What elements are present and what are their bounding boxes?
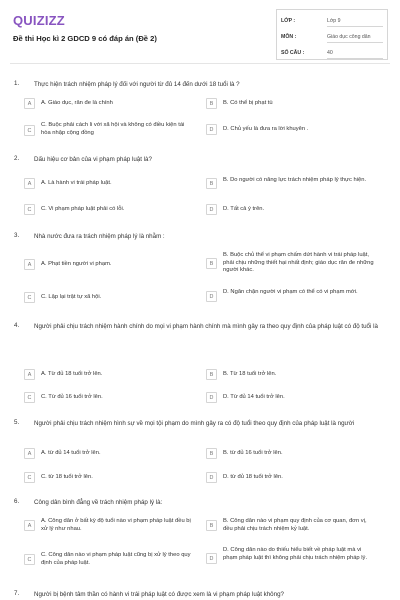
option-text: A. từ đủ 14 tuổi trở lên. [41,450,101,456]
option-text: A. Công dân ở bất kỳ độ tuổi nào vi phạm pháp luật đều bị xử lý như nhau. [41,518,191,532]
option-letter: D [206,392,217,403]
option-letter: B [206,369,217,380]
option-letter: C [24,392,35,403]
option-text: C. Công dân nào vi phạm pháp luật cũng bị xử lý theo quy định của pháp luật. [41,552,191,566]
question-text: Nhà nước đưa ra trách nhiệm pháp lý là nhằm : [34,233,165,240]
option-letter: A [24,178,35,189]
option-letter: C [24,292,35,303]
option-text: B. Buộc chủ thể vi phạm chấm dứt hành vi trái pháp luật, phải chịu những thiết hại nhất định; giáo dục răn đe những người khác. [223,252,374,274]
question-text: Người phải chịu trách nhiệm hành chính do mọi vi phạm hành chính mà mình gây ra theo quy định của pháp luật có độ tuổi là [34,323,378,330]
meta-value: Lớp 9 [327,18,383,27]
question-text: Dấu hiệu cơ bản của vi phạm pháp luật là? [34,156,152,163]
option-letter: C [24,554,35,565]
worksheet-title: Đề thi Học kì 2 GDCD 9 có đáp án (Đề 2) [13,34,157,43]
option-letter: D [206,124,217,135]
question-text: Người phải chịu trách nhiệm hình sự về mọi tội phạm do mình gây ra có độ tuổi theo quy định của pháp luật là người [34,420,355,427]
option-text: C. Buộc phải cách li với xã hội và không có điều kiện tái hòa nhập cộng đồng [41,122,185,136]
option-text: C. Từ đủ 16 tuổi trở lên. [41,394,103,400]
meta-row-count [277,44,389,61]
option-letter: D [206,204,217,215]
option-text: B. Từ 18 tuổi trở lên. [223,371,277,377]
option-letter: A [24,98,35,109]
option-letter: B [206,448,217,459]
option-text: D. Chủ yếu là đưa ra lời khuyên . [223,126,309,132]
question-number: 5. [14,419,20,426]
option-text: D. Tất cả ý trên. [223,206,265,212]
meta-value: 40 [327,50,383,59]
question-number: 1. [14,80,20,87]
option-letter: C [24,472,35,483]
meta-row-class [277,12,389,29]
option-letter: D [206,291,217,302]
meta-value: Giáo dục công dân [327,34,383,43]
option-text: D. Công dân nào do thiếu hiểu biết về pháp luật mà vi phạm pháp luật thì không phải chịu trách nhiệm pháp lý. [223,547,368,561]
meta-label: SỐ CÂU : [281,50,305,56]
option-text: D. từ đủ 18 tuổi trở lên. [223,474,283,480]
question-number: 6. [14,498,20,505]
option-text: A. Từ đủ 18 tuổi trở lên. [41,371,103,377]
option-letter: B [206,520,217,531]
option-text: C. Vi phạm pháp luật phải có lỗi. [41,206,125,212]
option-text: C. Lập lại trật tự xã hội. [41,294,102,300]
option-text: A. Là hành vi trái pháp luật. [41,180,112,186]
question-text: Người bị bệnh tâm thần có hành vi trái pháp luật có được xem là vi phạm pháp luật không? [34,591,284,598]
option-text: D. Từ đủ 14 tuổi trở lên. [223,394,285,400]
meta-row-subject [277,28,389,45]
meta-label: MÔN : [281,34,297,40]
option-letter: A [24,448,35,459]
question-number: 3. [14,232,20,239]
option-letter: B [206,258,217,269]
option-letter: D [206,553,217,564]
question-number: 2. [14,155,20,162]
option-text: B. Có thể bị phạt tù [223,100,273,106]
option-text: B. Công dân nào vi phạm quy định của cơ quan, đơn vị, đều phải chịu trách nhiệm kỷ luật. [223,518,367,532]
option-text: D. Ngăn chặn người vi phạm có thể có vi phạm mới. [223,289,358,295]
option-letter: B [206,178,217,189]
worksheet-header [10,0,390,64]
option-letter: A [24,369,35,380]
option-text: B. từ đủ 16 tuổi trở lên. [223,450,283,456]
option-letter: B [206,98,217,109]
question-number: 7. [14,590,20,597]
quizizz-logo: QUIZIZZ [13,13,65,28]
option-letter: A [24,259,35,270]
question-number: 4. [14,322,20,329]
option-text: A. Phạt tiền người vi phạm. [41,261,112,267]
option-letter: A [24,520,35,531]
option-letter: D [206,472,217,483]
question-text: Công dân bình đẳng về trách nhiệm pháp lý là: [34,499,163,506]
option-text: A. Giáo dục, răn đe là chính [41,100,113,106]
option-text: C. từ 18 tuổi trở lên. [41,474,93,480]
meta-box [276,9,388,60]
option-letter: C [24,125,35,136]
meta-label: LỚP : [281,18,296,24]
option-text: B. Do người có năng lực trách nhiệm pháp lý thực hiện. [223,177,367,183]
question-text: Thực hiện trách nhiệm pháp lý đối với người từ đủ 14 đến dưới 18 tuổi là ? [34,81,240,88]
option-letter: C [24,204,35,215]
